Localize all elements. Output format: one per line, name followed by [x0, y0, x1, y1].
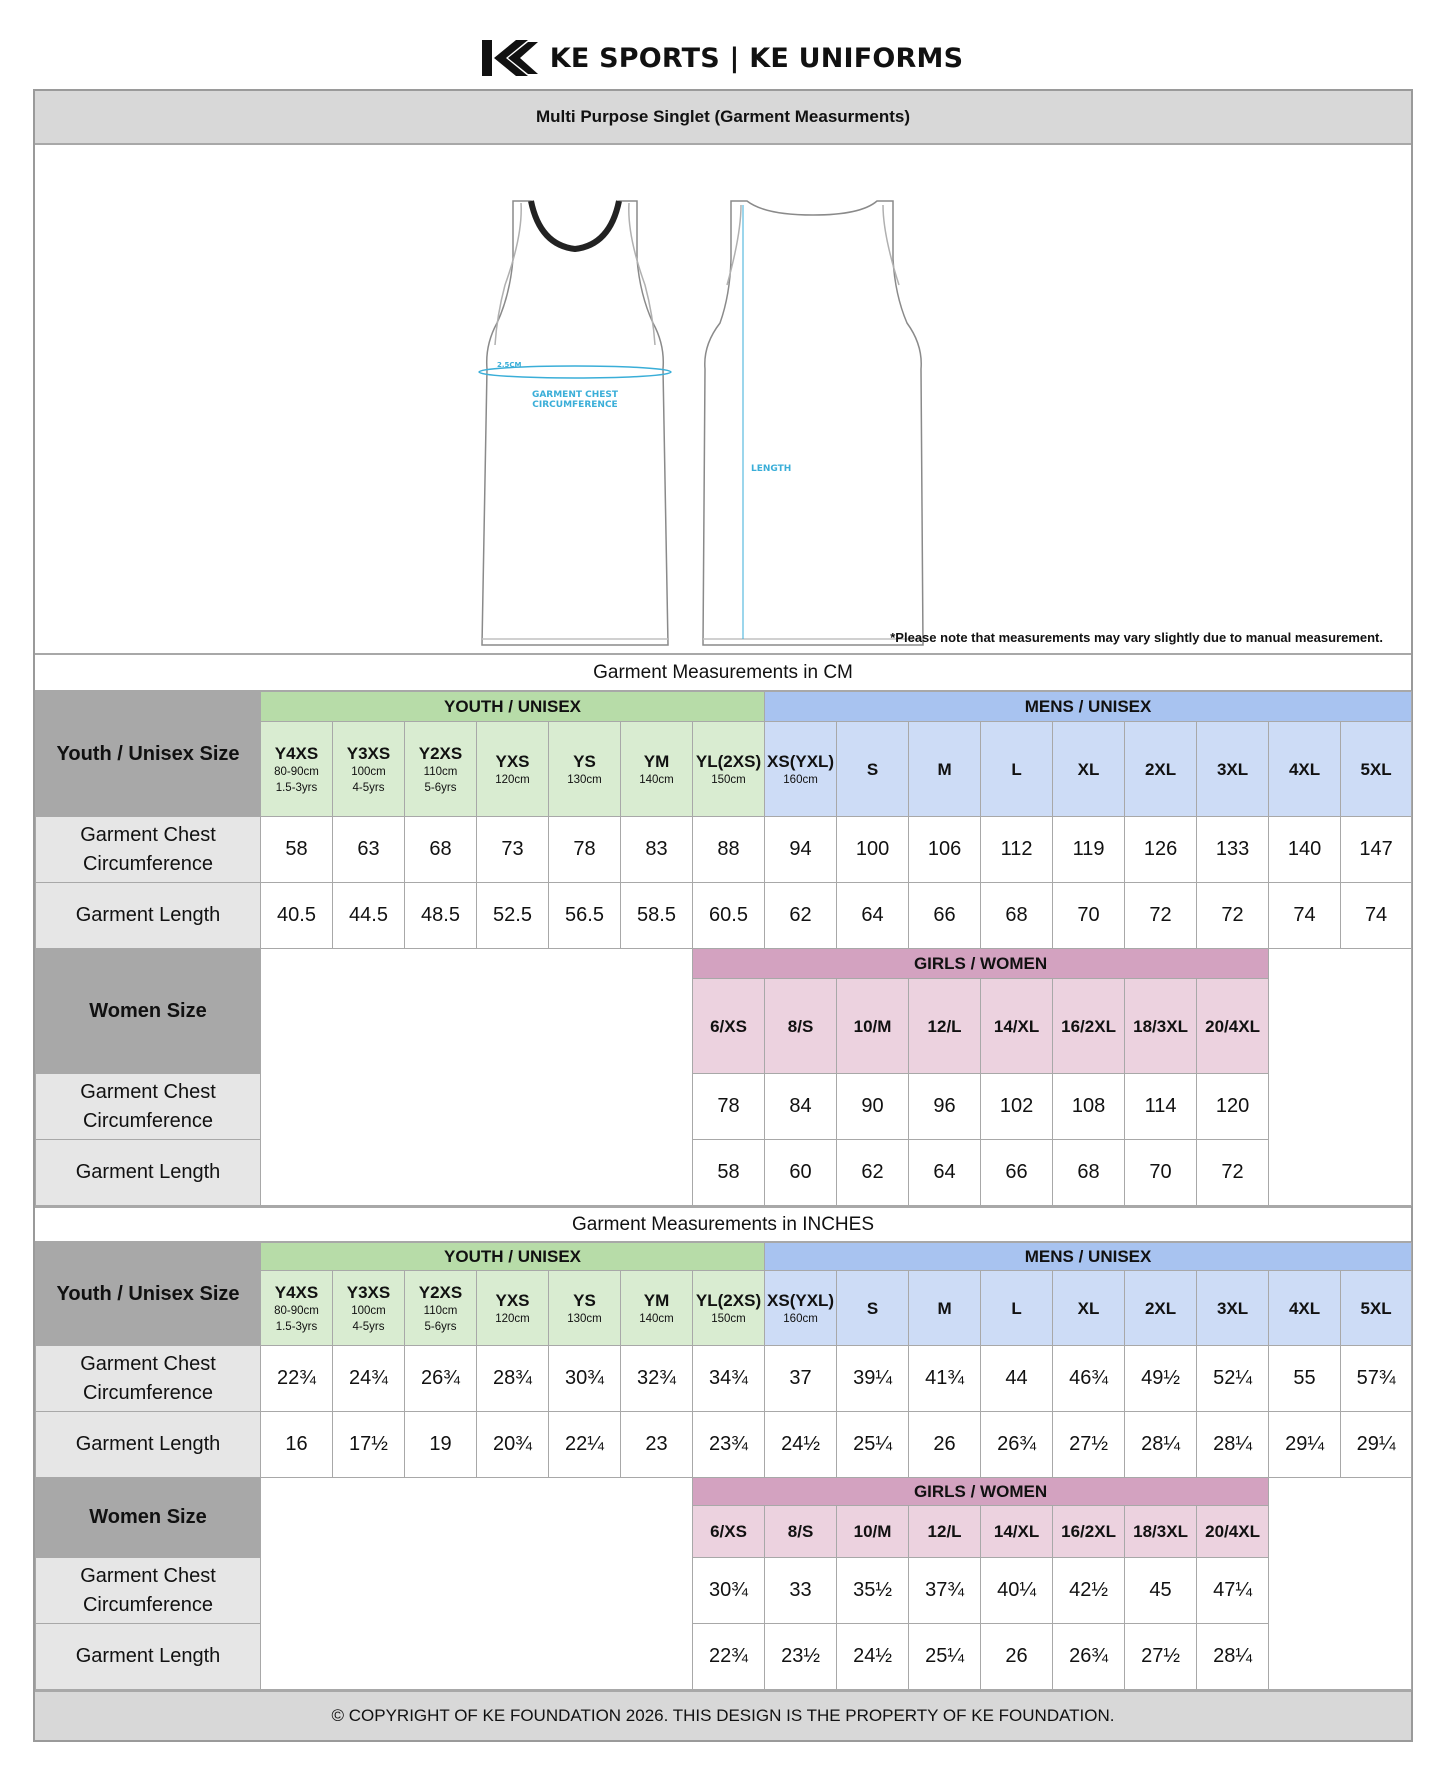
length-value: 60.5 — [693, 883, 765, 949]
size-cell: L — [981, 722, 1053, 817]
size-cell: YXS 120cm — [477, 722, 549, 817]
length-value: 58.5 — [621, 883, 693, 949]
women-chest-row-label: Garment Chest Circumference — [36, 1558, 261, 1624]
size-cell: XL — [1053, 1271, 1125, 1346]
women-chest-value: 42½ — [1053, 1558, 1125, 1624]
size-cell: YM 140cm — [621, 722, 693, 817]
length-value: 26 — [909, 1412, 981, 1478]
chest-value: 30¾ — [549, 1346, 621, 1412]
women-chest-value: 90 — [837, 1074, 909, 1140]
length-value: 68 — [981, 883, 1053, 949]
women-length-value: 23½ — [765, 1624, 837, 1690]
chest-value: 88 — [693, 817, 765, 883]
women-length-value: 68 — [1053, 1140, 1125, 1206]
length-value: 70 — [1053, 883, 1125, 949]
chest-value: 37 — [765, 1346, 837, 1412]
women-size-cell: 8/S — [765, 1506, 837, 1558]
chest-value: 46¾ — [1053, 1346, 1125, 1412]
women-size-cell: 20/4XL — [1197, 979, 1269, 1074]
girls-band: GIRLS / WOMEN — [693, 949, 1269, 979]
length-value: 74 — [1341, 883, 1412, 949]
length-value: 22¼ — [549, 1412, 621, 1478]
women-length-value: 27½ — [1125, 1624, 1197, 1690]
length-value: 16 — [261, 1412, 333, 1478]
women-length-value: 25¼ — [909, 1624, 981, 1690]
size-cell: S — [837, 722, 909, 817]
chest-value: 83 — [621, 817, 693, 883]
size-cell: YL(2XS) 150cm — [693, 1271, 765, 1346]
women-length-value: 64 — [909, 1140, 981, 1206]
women-chest-value: 102 — [981, 1074, 1053, 1140]
length-value: 23 — [621, 1412, 693, 1478]
singlet-back-drawing — [703, 201, 923, 645]
women-length-value: 60 — [765, 1140, 837, 1206]
size-cell: YXS 120cm — [477, 1271, 549, 1346]
chest-value: 112 — [981, 817, 1053, 883]
women-chest-value: 45 — [1125, 1558, 1197, 1624]
youth-band: YOUTH / UNISEX — [261, 1243, 765, 1271]
women-chest-value: 120 — [1197, 1074, 1269, 1140]
size-cell: Y4XS 80-90cm 1.5-3yrs — [261, 722, 333, 817]
empty-area — [1269, 949, 1412, 1206]
offset-label: 2.5CM — [497, 361, 522, 369]
size-cell: 3XL — [1197, 722, 1269, 817]
women-size-cell: 16/2XL — [1053, 1506, 1125, 1558]
length-value: 40.5 — [261, 883, 333, 949]
length-row-label: Garment Length — [36, 883, 261, 949]
empty-area — [261, 1478, 693, 1690]
length-value: 48.5 — [405, 883, 477, 949]
women-length-value: 24½ — [837, 1624, 909, 1690]
chart-title: Multi Purpose Singlet (Garment Measurments) — [35, 91, 1411, 145]
size-cell: YS 130cm — [549, 1271, 621, 1346]
size-cell: L — [981, 1271, 1053, 1346]
chest-value: 28¾ — [477, 1346, 549, 1412]
women-chest-value: 78 — [693, 1074, 765, 1140]
chest-value: 94 — [765, 817, 837, 883]
women-size-cell: 14/XL — [981, 1506, 1053, 1558]
women-size-cell: 6/XS — [693, 979, 765, 1074]
brand-name: KE SPORTS | KE UNIFORMS — [549, 42, 964, 74]
brand-logo — [0, 36, 1445, 80]
women-chest-value: 40¼ — [981, 1558, 1053, 1624]
length-row-label: Garment Length — [36, 1412, 261, 1478]
women-length-value: 28¼ — [1197, 1624, 1269, 1690]
women-length-value: 26¾ — [1053, 1624, 1125, 1690]
chest-value: 24¾ — [333, 1346, 405, 1412]
length-value: 28¼ — [1125, 1412, 1197, 1478]
women-length-value: 58 — [693, 1140, 765, 1206]
chest-value: 22¾ — [261, 1346, 333, 1412]
girls-band: GIRLS / WOMEN — [693, 1478, 1269, 1506]
size-cell: 5XL — [1341, 722, 1412, 817]
chest-value: 44 — [981, 1346, 1053, 1412]
women-length-value: 26 — [981, 1624, 1053, 1690]
youth-size-header: Youth / Unisex Size — [36, 1243, 261, 1346]
size-cell: XL — [1053, 722, 1125, 817]
women-length-value: 72 — [1197, 1140, 1269, 1206]
women-size-header: Women Size — [36, 949, 261, 1074]
chest-value: 140 — [1269, 817, 1341, 883]
women-size-cell: 10/M — [837, 1506, 909, 1558]
size-cell: YM 140cm — [621, 1271, 693, 1346]
size-cell: M — [909, 1271, 981, 1346]
chest-value: 32¾ — [621, 1346, 693, 1412]
chest-value: 133 — [1197, 817, 1269, 883]
chest-value: 78 — [549, 817, 621, 883]
length-value: 29¼ — [1341, 1412, 1412, 1478]
women-size-cell: 6/XS — [693, 1506, 765, 1558]
women-size-cell: 8/S — [765, 979, 837, 1074]
chest-row-label: Garment Chest Circumference — [36, 1346, 261, 1412]
youth-size-header: Youth / Unisex Size — [36, 692, 261, 817]
length-value: 29¼ — [1269, 1412, 1341, 1478]
size-cell: 4XL — [1269, 722, 1341, 817]
size-chart-sheet — [33, 89, 1413, 1742]
chest-value: 34¾ — [693, 1346, 765, 1412]
women-chest-value: 84 — [765, 1074, 837, 1140]
women-length-row-label: Garment Length — [36, 1624, 261, 1690]
women-size-cell: 12/L — [909, 979, 981, 1074]
chest-value: 119 — [1053, 817, 1125, 883]
chest-value: 147 — [1341, 817, 1412, 883]
length-value: 56.5 — [549, 883, 621, 949]
women-chest-value: 108 — [1053, 1074, 1125, 1140]
length-value: 20¾ — [477, 1412, 549, 1478]
measurement-note: *Please note that measurements may vary slightly due to manual measurement. — [890, 630, 1383, 645]
chest-value: 63 — [333, 817, 405, 883]
size-cell: Y3XS 100cm 4-5yrs — [333, 722, 405, 817]
size-cell: 4XL — [1269, 1271, 1341, 1346]
size-cell: 2XL — [1125, 722, 1197, 817]
length-value: 62 — [765, 883, 837, 949]
women-length-value: 22¾ — [693, 1624, 765, 1690]
women-size-header: Women Size — [36, 1478, 261, 1558]
inches-table — [35, 1242, 1412, 1690]
size-cell: M — [909, 722, 981, 817]
youth-band: YOUTH / UNISEX — [261, 692, 765, 722]
women-chest-row-label: Garment Chest Circumference — [36, 1074, 261, 1140]
length-value: 26¾ — [981, 1412, 1053, 1478]
women-length-value: 70 — [1125, 1140, 1197, 1206]
length-value: 25¼ — [837, 1412, 909, 1478]
length-value: 27½ — [1053, 1412, 1125, 1478]
cm-section-title: Garment Measurements in CM — [35, 655, 1411, 691]
chest-value: 106 — [909, 817, 981, 883]
women-chest-value: 35½ — [837, 1558, 909, 1624]
size-cell: XS(YXL) 160cm — [765, 1271, 837, 1346]
chest-value: 58 — [261, 817, 333, 883]
length-value: 72 — [1197, 883, 1269, 949]
copyright-footer: © COPYRIGHT OF KE FOUNDATION 2026. THIS DESIGN IS THE PROPERTY OF KE FOUNDATION. — [35, 1690, 1411, 1740]
women-length-row-label: Garment Length — [36, 1140, 261, 1206]
length-value: 28¼ — [1197, 1412, 1269, 1478]
size-cell: 5XL — [1341, 1271, 1412, 1346]
size-cell: S — [837, 1271, 909, 1346]
length-value: 52.5 — [477, 883, 549, 949]
women-size-cell: 12/L — [909, 1506, 981, 1558]
ke-logo-icon — [482, 38, 538, 78]
length-value: 72 — [1125, 883, 1197, 949]
garment-illustration — [35, 145, 1411, 655]
length-value: 19 — [405, 1412, 477, 1478]
length-label: LENGTH — [751, 464, 792, 474]
length-value: 24½ — [765, 1412, 837, 1478]
chest-value: 126 — [1125, 817, 1197, 883]
chest-label-line2: CIRCUMFERENCE — [532, 400, 618, 410]
women-chest-value: 96 — [909, 1074, 981, 1140]
chest-value: 100 — [837, 817, 909, 883]
mens-band: MENS / UNISEX — [765, 692, 1412, 722]
chest-value: 57¾ — [1341, 1346, 1412, 1412]
size-cell: YS 130cm — [549, 722, 621, 817]
size-cell: 3XL — [1197, 1271, 1269, 1346]
chest-value: 26¾ — [405, 1346, 477, 1412]
length-value: 23¾ — [693, 1412, 765, 1478]
chest-value: 73 — [477, 817, 549, 883]
mens-band: MENS / UNISEX — [765, 1243, 1412, 1271]
size-cell: Y4XS 80-90cm 1.5-3yrs — [261, 1271, 333, 1346]
chest-row-label: Garment Chest Circumference — [36, 817, 261, 883]
women-size-cell: 16/2XL — [1053, 979, 1125, 1074]
length-value: 66 — [909, 883, 981, 949]
chest-value: 68 — [405, 817, 477, 883]
women-chest-value: 33 — [765, 1558, 837, 1624]
length-value: 17½ — [333, 1412, 405, 1478]
size-cell: Y3XS 100cm 4-5yrs — [333, 1271, 405, 1346]
chest-value: 39¼ — [837, 1346, 909, 1412]
women-length-value: 62 — [837, 1140, 909, 1206]
length-value: 64 — [837, 883, 909, 949]
size-cell: Y2XS 110cm 5-6yrs — [405, 1271, 477, 1346]
size-cell: XS(YXL) 160cm — [765, 722, 837, 817]
singlet-front-drawing — [482, 201, 668, 645]
length-value: 74 — [1269, 883, 1341, 949]
women-chest-value: 114 — [1125, 1074, 1197, 1140]
chest-value: 49½ — [1125, 1346, 1197, 1412]
length-value: 44.5 — [333, 883, 405, 949]
size-cell: YL(2XS) 150cm — [693, 722, 765, 817]
chest-label-line1: GARMENT CHEST — [531, 390, 619, 400]
inches-section-title: Garment Measurements in INCHES — [35, 1206, 1411, 1242]
chest-value: 52¼ — [1197, 1346, 1269, 1412]
chest-value: 55 — [1269, 1346, 1341, 1412]
women-size-cell: 18/3XL — [1125, 1506, 1197, 1558]
chest-value: 41¾ — [909, 1346, 981, 1412]
women-size-cell: 14/XL — [981, 979, 1053, 1074]
empty-area — [1269, 1478, 1412, 1690]
size-cell: 2XL — [1125, 1271, 1197, 1346]
women-size-cell: 10/M — [837, 979, 909, 1074]
women-chest-value: 47¼ — [1197, 1558, 1269, 1624]
cm-table — [35, 691, 1412, 1206]
women-size-cell: 18/3XL — [1125, 979, 1197, 1074]
empty-area — [261, 949, 693, 1206]
women-length-value: 66 — [981, 1140, 1053, 1206]
size-cell: Y2XS 110cm 5-6yrs — [405, 722, 477, 817]
women-chest-value: 37¾ — [909, 1558, 981, 1624]
women-chest-value: 30¾ — [693, 1558, 765, 1624]
women-size-cell: 20/4XL — [1197, 1506, 1269, 1558]
